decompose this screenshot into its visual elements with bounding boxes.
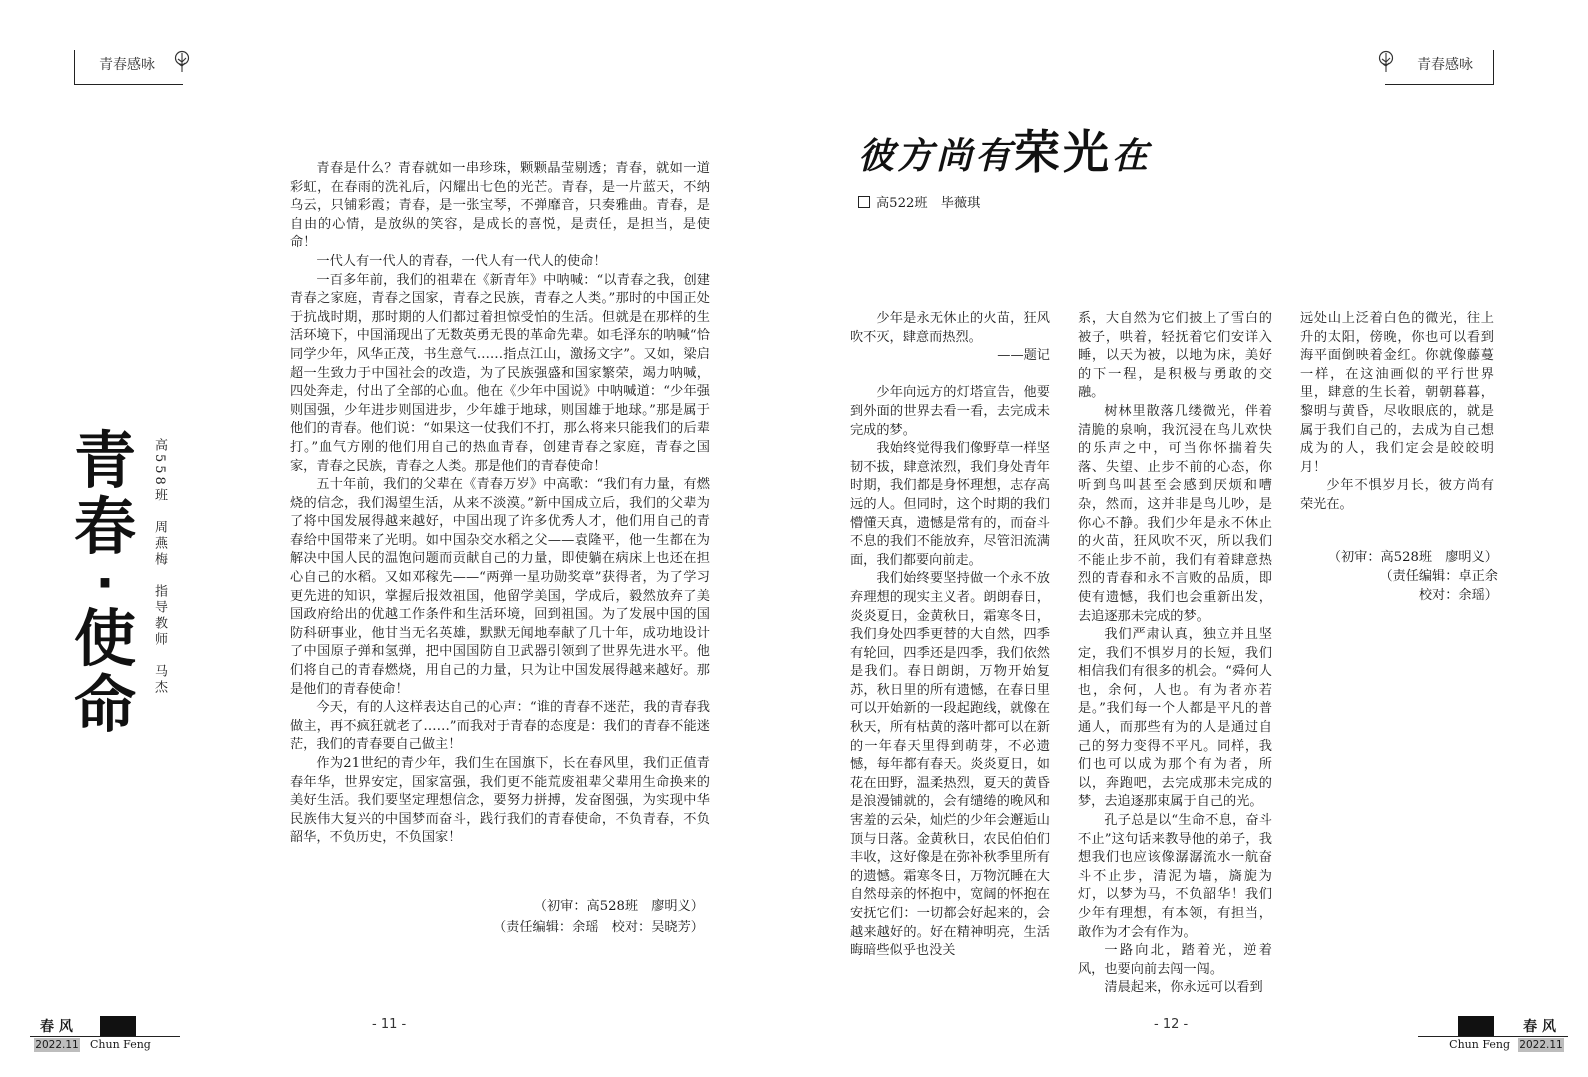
paragraph: 远处山上泛着白色的微光，往上升的太阳，傍晚，你也可以看到海平面倒映着金红。你就像藤蔓一样，在这油画似的平行世界里，肆意的生长着，朝朝暮暮，黎明与黄昏，尽收眼底的，就是属于我们自己的，去成为自己想成为的人，我们定会是皎皎明月！ bbox=[1300, 311, 1494, 475]
page-number: - 11 - bbox=[372, 1017, 407, 1032]
article-title-vertical bbox=[70, 424, 140, 741]
author-byline: 高558班 周燕梅 指导教师 马杰 bbox=[152, 438, 167, 696]
paragraph: 少年向远方的灯塔宣告，他要到外面的世界去看一看，去完成未完成的梦。 bbox=[850, 385, 1050, 438]
title-part: 彼方尚有 bbox=[858, 135, 1015, 177]
magazine-footer bbox=[1418, 1014, 1568, 1054]
paragraph: 五十年前，我们的父辈在《青春万岁》中高歌：“我们有力量，有燃烧的信念，我们渴望生活，从来不淡漠。”新中国成立后，我们的父辈为了将中国发展得越来越好，中国出现了许多优秀人才，他们用自己的青春给中国带来了光明。如中国杂交水稻之父——袁隆平，他一生都在为解决中国人民的温饱问题而贡献自己的力量，即使躺在病床上也还在担心自己的水稻。又如邓稼先——“两弹一星功勋奖章”获得者，为了学习更先进的知识，掌握后报效祖国，他留学美国，学成后，毅然放弃了美国政府给出的优越工作条件和生活环境，回到祖国。为了发展中国的国防科研事业，他甘当无名英雄，默默无闻地奉献了几十年，成功地设计了中国原子弹和氢弹，把中国国防自卫武器引领到了世界先进水平。他们将自己的青春燃烧，用自己的力量，只为让中国发展得越来越好。那是他们的青春使命！ bbox=[290, 477, 710, 697]
article-column-2 bbox=[1078, 310, 1272, 998]
proof-credit: 校对：余瑶） bbox=[1418, 588, 1498, 603]
issue-date: 2022.11 bbox=[1519, 1039, 1563, 1051]
section-header bbox=[74, 50, 183, 85]
brand-name: 春 风 bbox=[1523, 1019, 1556, 1035]
paragraph: 作为21世纪的青少年，我们生在国旗下，长在春风里，我们正值青春年华，世界安定，国家富强，我们更不能荒废祖辈父辈用生命换来的美好生活。我们要坚定理想信念，要努力拼搏，发奋图强，为实现中华民族伟大复兴的中国梦而奋斗，践行我们的青春使命，不负青春，不负韶华，不负历史，不负国家！ bbox=[290, 756, 710, 846]
right-page bbox=[794, 0, 1588, 1077]
editorial-credits bbox=[493, 896, 704, 938]
title-char: · bbox=[95, 554, 115, 612]
tree-icon bbox=[1377, 50, 1395, 74]
paragraph: 一代人有一代人的青春，一代人有一代人的使命！ bbox=[316, 253, 607, 269]
paragraph: 清晨起来，你永远可以看到 bbox=[1104, 980, 1263, 996]
title-part: 在 bbox=[1112, 135, 1152, 177]
title-char: 使 bbox=[73, 602, 136, 675]
section-header bbox=[1385, 50, 1494, 85]
editor-credit: （责任编辑：卓正余 bbox=[1379, 569, 1498, 584]
title-char: 春 bbox=[73, 490, 136, 563]
review-credit: （初审：高528班 廖明义） bbox=[533, 899, 704, 914]
article-body bbox=[290, 160, 710, 848]
issue-date: 2022.11 bbox=[35, 1039, 79, 1051]
brand-name: 春 风 bbox=[40, 1019, 73, 1035]
paragraph: 今天，有的人这样表达自己的心声：“谁的青春不迷茫，我的青春我做主，再不疯狂就老了……”而我对于青春的态度是：我们的青春不能迷茫，我们的青春要自己做主！ bbox=[290, 700, 710, 753]
author-byline bbox=[858, 192, 980, 211]
brand-name-en: Chun Feng bbox=[90, 1038, 151, 1051]
paragraph: 树林里散落几缕微光，伴着清脆的泉响，我沉浸在鸟儿欢快的乐声之中，可当你怀揣着失落、失望、止步不前的心态，你听到鸟叫甚至会感到厌烦和嘈杂，然而，这并非是鸟儿吵，是你心不静。我们少年是永不休止的火苗，狂风吹不灭，所以我们不能止步不前，我们有着肆意热烈的青春和永不言败的品质，即使有遗憾，我们也会重新出发，去追逐那未完成的梦。 bbox=[1078, 403, 1272, 624]
editorial-credits bbox=[1304, 548, 1498, 605]
paragraph: 青春是什么？青春就如一串珍珠，颗颗晶莹剔透；青春，就如一道彩虹，在春雨的洗礼后，闪耀出七色的光芒。青春，是一片蓝天，不纳乌云，只铺彩霞；青春，是一张宝琴，不弹靡音，只奏雅曲。青春，是自由的心情，是放纵的笑容，是成长的喜悦，是责任，是担当，是使命！ bbox=[290, 161, 710, 251]
article-column-1 bbox=[850, 310, 1050, 961]
title-emphasis: 荣光 bbox=[1014, 125, 1113, 179]
epigraph: 少年是永无休止的火苗，狂风吹不灭，肆意而热烈。 bbox=[850, 311, 1050, 345]
editor-credit: （责任编辑：余瑶 校对：吴晓芳） bbox=[493, 920, 704, 935]
paragraph: 孔子总是以“生命不息，奋斗不止”这句话来教导他的弟子，我想我们也应该像潺潺流水一航奋斗不止步，清泥为墙，旖旎为灯，以梦为马，不负韶华！我们少年有理想，有本领，有担当，敢作为才会有作为。 bbox=[1078, 813, 1272, 940]
page-number: - 12 - bbox=[1154, 1017, 1189, 1032]
brand-name-en: Chun Feng bbox=[1449, 1038, 1510, 1051]
section-label: 青春感咏 bbox=[1417, 57, 1473, 73]
paragraph: 我们严肃认真，独立并且坚定，我们不惧岁月的长短，我们相信我们有很多的机会。“舜何人也，余何，人也。有为者亦若是。”我们每一个人都是平凡的普通人，而那些有为的人是通过自己的努力变得不平凡。同样，我们也可以成为那个有为者，所以，奔跑吧，去完成那未完成的梦，去追逐那束属于自己的光。 bbox=[1078, 627, 1272, 810]
epigraph-signature: ——题记 bbox=[997, 348, 1050, 364]
footer-block bbox=[100, 1016, 136, 1036]
footer-rule bbox=[30, 1036, 180, 1037]
article-title bbox=[858, 116, 1151, 182]
review-credit: （初审：高528班 廖明义） bbox=[1327, 550, 1498, 565]
paragraph: 一百多年前，我们的祖辈在《新青年》中呐喊：“以青春之我，创建青春之家庭，青春之国家，青春之民族，青春之人类。”那时的中国正处于抗战时期，那时期的人们都过着担惊受怕的生活。但就是在那样的生活环境下，中国涌现出了无数英勇无畏的革命先辈。如毛泽东的呐喊“恰同学少年，风华正茂，书生意气……指点江山，激扬文字”。又如，梁启超一生致力于中国社会的改造，为了民族强盛和国家繁荣，竭力呐喊，四处奔走，付出了全部的心血。他在《少年中国说》中呐喊道：“少年强则国强，少年进步则国进步，少年雄于地球，则国雄于地球。”那是属于他们的青春。他们说：“如果这一仗我们不打，那么将来只能我们的后辈打。”血气方刚的他们用自己的热血青春，创建青春之家庭，青春之国家，青春之民族，青春之人类。那是他们的青春使命！ bbox=[290, 272, 710, 474]
tree-icon bbox=[173, 50, 191, 74]
article-column-3 bbox=[1300, 310, 1494, 515]
paragraph: 我们始终要坚持做一个永不放弃理想的现实主义者。朗朗春日，炎炎夏日，金黄秋日，霜寒冬日，我们身处四季更替的大自然，四季有轮回，四季还是四季，我们依然是我们。春日朗朗，万物开始复苏，秋日里的所有遗憾，在春日里可以开始新的一段起跑线，就像在秋天，所有枯黄的落叶都可以在新的一年春天里得到萌芽，不必遗憾，每年都有春天。炎炎夏日，如花在田野，温柔热烈，夏天的黄昏是浪漫铺就的，会有缱绻的晚风和害羞的云朵，灿烂的少年会邂逅山顶与日落。金黄秋日，农民伯伯们丰收，这好像是在弥补秋季里所有的遗憾。霜寒冬日，万物沉睡在大自然母亲的怀抱中，宽阔的怀抱在安抚它们：一切都会好起来的，会越来越好的。好在精神明亮，生活晦暗些似乎也没关 bbox=[850, 571, 1050, 959]
title-char: 青 bbox=[73, 424, 136, 497]
paragraph: 一路向北，踏着光，逆着风，也要向前去闯一闯。 bbox=[1078, 943, 1272, 977]
title-char: 命 bbox=[73, 668, 136, 741]
paragraph: 我始终觉得我们像野草一样坚韧不拔，肆意浓烈，我们身处青年时期，我们都是身怀理想，志存高远的人。但同时，这个时期的我们懵懂天真，遗憾是常有的，而奋斗不息的我们不能放弃，尽管汨流满面，我们都要向前走。 bbox=[850, 441, 1050, 568]
paragraph: 系，大自然为它们披上了雪白的被子，哄着，轻抚着它们安详入睡，以天为被，以地为床，美好的下一程，是积极与勇敢的交融。 bbox=[1078, 311, 1272, 401]
section-label: 青春感咏 bbox=[99, 57, 155, 73]
footer-rule bbox=[1418, 1036, 1568, 1037]
magazine-footer bbox=[30, 1014, 180, 1054]
footer-block bbox=[1458, 1016, 1494, 1036]
square-bullet-icon bbox=[858, 196, 870, 208]
author-name: 高522班 毕薇琪 bbox=[876, 196, 981, 211]
paragraph: 少年不惧岁月长，彼方尚有荣光在。 bbox=[1300, 478, 1494, 512]
